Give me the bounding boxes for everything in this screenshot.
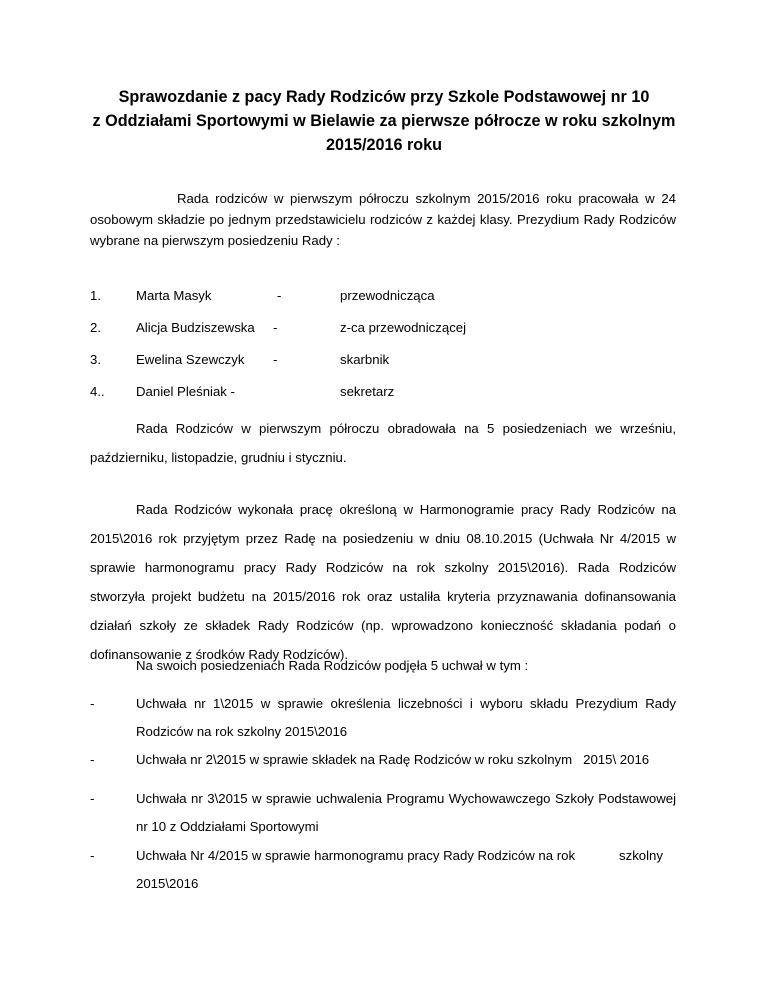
officer-row: [90, 320, 676, 340]
document-title: [90, 85, 678, 157]
officer-row: [90, 288, 676, 308]
officer-row: [90, 384, 676, 404]
resolution-text: Uchwała Nr 4/2015 w sprawie harmonogramu pracy Rady Rodziców na rok szkolny: [136, 848, 663, 863]
officer-name: Alicja Budziszewska: [136, 320, 255, 335]
meetings-paragraph: Rada Rodziców w pierwszym półroczu obradowała na 5 posiedzeniach we wrześniu, październiku, listopadzie, grudniu i styczniu.: [90, 421, 676, 465]
officer-role: sekretarz: [340, 384, 395, 399]
work-paragraph: Rada Rodziców wykonała pracę określoną w Harmonogramie pracy Rady Rodziców na 2015\2016 rok przyjętym przez Radę na posiedzeniu w dniu 08.10.2015 (Uchwała Nr 4/2015 w sprawie harmonogramu pracy Rady Rodziców na rok szkolny 2015\2016). Rada Rodziców stworzyła projekt budżetu na 2015/2016 rok oraz ustaliła kryteria przyznawania dofinansowania działań szkoły ze składek Rady Rodziców (np. wprowadzono konieczność składania podań o dofinansowanie z środków Rady Rodziców).: [90, 502, 676, 662]
resolution-text: Uchwała nr 3\2015 w sprawie uchwalenia Programu Wychowawczego Szkoły Podstawowej: [136, 791, 676, 806]
resolution-dash: -: [90, 848, 95, 863]
title-line-1: Sprawozdanie z pacy Rady Rodziców przy Szkole Podstawowej nr 10: [118, 88, 650, 106]
resolutions-intro: Na swoich posiedzeniach Rada Rodziców podjęła 5 uchwał w tym :: [136, 658, 529, 673]
officer-number: 4..: [90, 384, 105, 399]
resolution-text: Uchwała nr 2\2015 w sprawie składek na Radę Rodziców w roku szkolnym 2015\ 2016: [136, 752, 650, 767]
resolution-text-continued: 2015\2016: [136, 876, 199, 891]
officer-dash: -: [273, 352, 278, 367]
resolution-dash: -: [90, 696, 95, 711]
officer-role: skarbnik: [340, 352, 390, 367]
title-line-3: 2015/2016 roku: [325, 136, 443, 154]
officer-number: 1.: [90, 288, 101, 303]
officer-row: [90, 352, 676, 372]
resolution-text: Uchwała nr 1\2015 w sprawie określenia liczebności i wyboru składu Prezydium Rady: [136, 696, 676, 711]
officer-number: 3.: [90, 352, 101, 367]
officer-dash: -: [277, 288, 282, 303]
officer-name: Marta Masyk: [136, 288, 212, 303]
intro-paragraph: Rada rodziców w pierwszym półroczu szkolnym 2015/2016 roku pracowała w 24 osobowym składzie po jednym przedstawicielu rodziców z każdej klasy. Prezydium Rady Rodziców wybrane na pierwszym posiedzeniu Rady :: [90, 191, 676, 248]
officer-name: Ewelina Szewczyk: [136, 352, 245, 367]
resolution-text-continued: nr 10 z Oddziałami Sportowymi: [136, 819, 319, 834]
resolution-dash: -: [90, 752, 95, 767]
officer-role: z-ca przewodniczącej: [340, 320, 467, 335]
officer-role: przewodnicząca: [340, 288, 435, 303]
title-line-2: z Oddziałami Sportowymi w Bielawie za pierwsze półrocze w roku szkolnym: [92, 112, 676, 130]
officer-number: 2.: [90, 320, 101, 335]
officer-dash: -: [273, 320, 278, 335]
officer-name: Daniel Pleśniak -: [136, 384, 235, 399]
resolution-text-continued: Rodziców na rok szkolny 2015\2016: [136, 724, 348, 739]
resolution-dash: -: [90, 791, 95, 806]
